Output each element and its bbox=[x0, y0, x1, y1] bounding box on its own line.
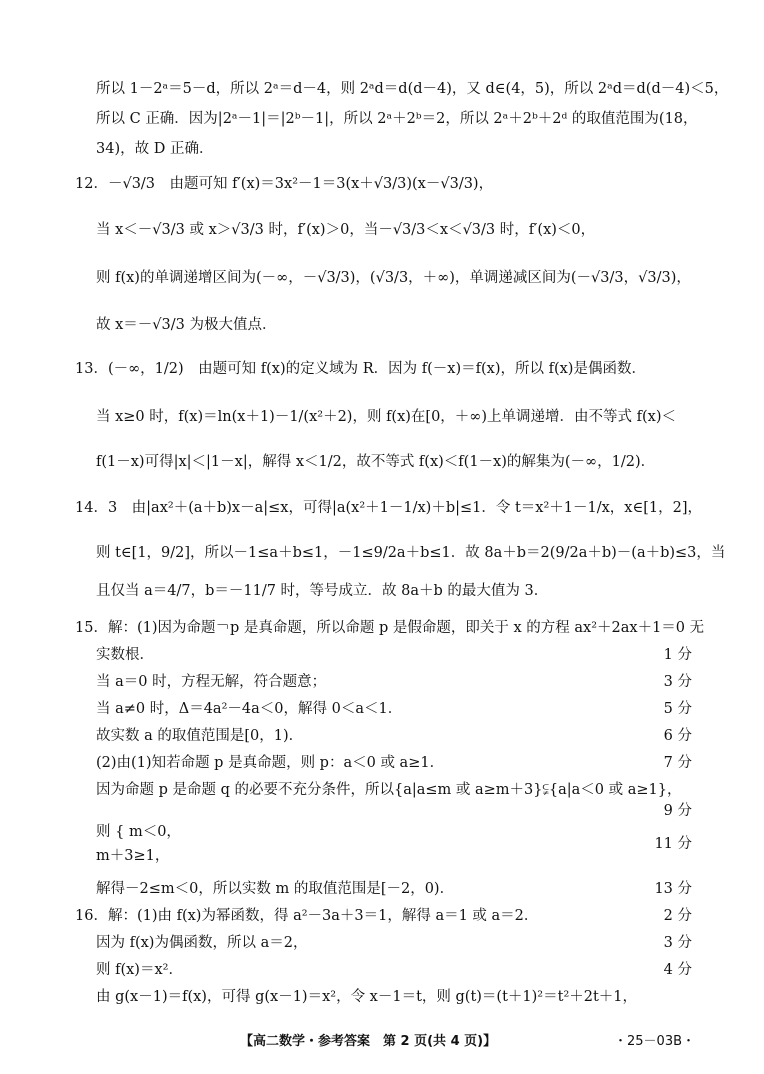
footer-code: ・25－03B・ bbox=[614, 1034, 696, 1049]
score-mark: 7 分 bbox=[663, 755, 692, 771]
score-mark: 11 分 bbox=[654, 836, 692, 852]
score-mark: 3 分 bbox=[663, 674, 692, 690]
system-line-2: m＋3≥1， bbox=[96, 848, 170, 864]
answer-15-line: 15．解：(1)因为命题￢p 是真命题，所以命题 p 是假命题，即关于 x 的方程 ax²＋2ax＋1＝0 无 bbox=[75, 620, 705, 636]
score-mark: 1 分 bbox=[663, 647, 692, 663]
text-line: 且仅当 a＝4/7，b＝－11/7 时，等号成立．故 8a＋b 的最大值为 3． bbox=[96, 583, 549, 599]
text-line: 则 f(x)＝x²． bbox=[96, 962, 183, 978]
answer-14-line: 14．3 由|ax²＋(a＋b)x－a|≤x，可得|a(x²＋1－1/x)＋b|≤1．令 t＝x²＋1－1/x，x∈[1，2]， bbox=[75, 500, 702, 516]
text-line: (2)由(1)知若命题 p 是真命题，则 p：a＜0 或 a≥1． bbox=[96, 755, 445, 771]
text-line: 所以 1－2ᵃ＝5－d，所以 2ᵃ＝d－4，则 2ᵃd＝d(d－4)，又 d∈(4，5)，所以 2ᵃd＝d(d－4)＜5， bbox=[96, 81, 729, 97]
score-mark: 2 分 bbox=[663, 908, 692, 924]
score-mark: 3 分 bbox=[663, 935, 692, 951]
text-line: 当 x＜－√3/3 或 x＞√3/3 时，f′(x)＞0，当－√3/3＜x＜√3/3 时，f′(x)＜0， bbox=[96, 222, 596, 238]
text-line: 当 a＝0 时，方程无解，符合题意； bbox=[96, 674, 327, 690]
score-mark: 9 分 bbox=[663, 803, 692, 819]
text-line: 所以 C 正确．因为|2ᵃ－1|＝|2ᵇ－1|，所以 2ᵃ＋2ᵇ＝2，所以 2ᵃ＋2ᵇ＋2ᵈ 的取值范围为(18， bbox=[96, 111, 698, 127]
score-mark: 6 分 bbox=[663, 728, 692, 744]
text-line: 解得－2≤m＜0，所以实数 m 的取值范围是[－2，0)． bbox=[96, 881, 455, 897]
text-line: 则 f(x)的单调递增区间为(－∞，－√3/3)，(√3/3，＋∞)，单调递减区间为(－√3/3，√3/3)， bbox=[96, 270, 691, 286]
score-mark: 5 分 bbox=[663, 701, 692, 717]
text-line: 故实数 a 的取值范围是[0，1)． bbox=[96, 728, 304, 744]
text-line: 34)，故 D 正确． bbox=[96, 141, 214, 157]
text-line: 故 x＝－√3/3 为极大值点． bbox=[96, 317, 277, 333]
score-mark: 4 分 bbox=[663, 962, 692, 978]
answer-16-line: 16．解：(1)由 f(x)为幂函数，得 a²－3a＋3＝1，解得 a＝1 或 a＝2． bbox=[75, 908, 539, 924]
footer-title: 【高二数学・参考答案 第 2 页(共 4 页)】 bbox=[240, 1034, 497, 1049]
answer-13-line: 13．(－∞，1/2) 由题可知 f(x)的定义域为 R．因为 f(－x)＝f(x)，所以 f(x)是偶函数． bbox=[75, 361, 646, 377]
text-line: 则 t∈[1，9/2]，所以－1≤a＋b≤1，－1≤9/2a＋b≤1．故 8a＋b＝2(9/2a＋b)－(a＋b)≤3，当 bbox=[96, 545, 726, 561]
answer-12-line: 12．－√3/3 由题可知 f′(x)＝3x²－1＝3(x＋√3/3)(x－√3/3)， bbox=[75, 176, 494, 192]
text-line: 由 g(x－1)＝f(x)，可得 g(x－1)＝x²，令 x－1＝t，则 g(t)＝(t＋1)²＝t²＋2t＋1， bbox=[96, 989, 638, 1005]
system-line-1: 则 { m＜0， bbox=[96, 824, 181, 840]
score-mark: 13 分 bbox=[654, 881, 692, 897]
text-line: 当 x≥0 时，f(x)＝ln(x＋1)－1/(x²＋2)，则 f(x)在[0，＋∞)上单调递增．由不等式 f(x)＜ bbox=[96, 409, 677, 425]
text-line: 因为 f(x)为偶函数，所以 a＝2， bbox=[96, 935, 308, 951]
text-line: 当 a≠0 时，Δ＝4a²－4a＜0，解得 0＜a＜1． bbox=[96, 701, 403, 717]
text-line: f(1－x)可得|x|＜|1－x|，解得 x＜1/2，故不等式 f(x)＜f(1－x)的解集为(－∞，1/2)． bbox=[96, 454, 656, 470]
text-line: 因为命题 p 是命题 q 的必要不充分条件，所以{a|a≤m 或 a≥m＋3}⫋{a|a＜0 或 a≥1}， bbox=[96, 782, 682, 798]
text-line: 实数根． bbox=[96, 647, 154, 663]
